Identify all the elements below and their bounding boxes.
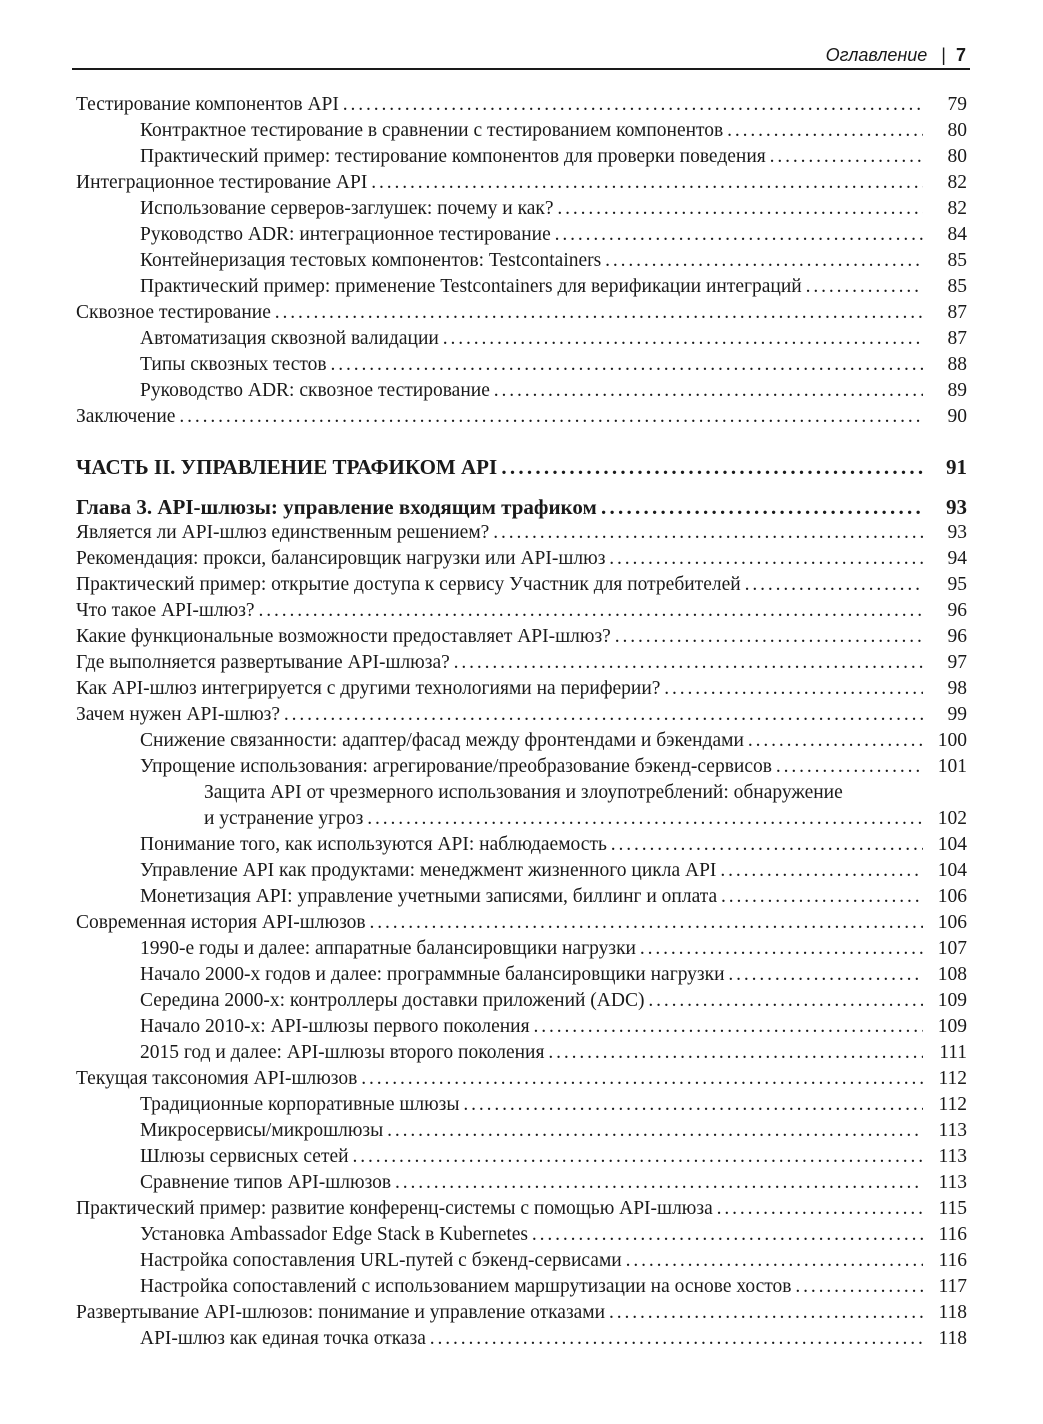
toc-entry-text: Руководство ADR: интеграционное тестирование . . . (76, 222, 923, 248)
toc-section-testing (76, 92, 967, 430)
toc-entry-page: 109 (936, 988, 967, 1014)
toc-entry-page: 90 (946, 404, 968, 430)
toc-entry[interactable] (76, 520, 967, 546)
toc-entry[interactable] (76, 910, 967, 936)
toc-entry-page: 104 (936, 832, 967, 858)
toc-entry-text: 2015 год и далее: API-шлюзы второго поколения . . . (76, 1040, 923, 1066)
toc-entry-page: 113 (936, 1144, 967, 1170)
toc-entry-text: Контейнеризация тестовых компонентов: Testcontainers . . . (76, 248, 923, 274)
toc-entry-page: 79 (946, 92, 968, 118)
toc-entry-page: 106 (936, 910, 967, 936)
toc-entry-page: 106 (936, 884, 967, 910)
toc-entry-page: 87 (946, 326, 968, 352)
toc-entry[interactable] (76, 144, 967, 170)
toc-entry-text: Контрактное тестирование в сравнении с тестированием компонентов . . . (76, 118, 923, 144)
toc-entry-page: 89 (946, 378, 968, 404)
toc-part-2[interactable] (76, 454, 967, 480)
toc-entry[interactable] (76, 300, 967, 326)
toc-entry[interactable] (76, 1014, 967, 1040)
toc-entry-text: Упрощение использования: агрегирование/преобразование бэкенд-сервисов . . . (76, 754, 923, 780)
toc-entry-text: Тестирование компонентов API . . . (76, 92, 923, 118)
page-number: 7 (955, 45, 966, 65)
toc-section-chapter3-a (76, 520, 967, 780)
toc-entry-page: 107 (936, 936, 967, 962)
toc-entry-page: 93 (946, 520, 968, 546)
toc-entry-text: Начало 2000-х годов и далее: программные балансировщики нагрузки . . . (76, 962, 923, 988)
toc-entry-page: 95 (946, 572, 968, 598)
toc-entry[interactable] (76, 936, 967, 962)
toc-entry[interactable] (76, 598, 967, 624)
toc-entry-text: Использование серверов-заглушек: почему и как? . . . (76, 196, 923, 222)
toc-entry-page: 111 (937, 1040, 967, 1066)
toc-entry-page: 112 (936, 1066, 967, 1092)
toc-entry[interactable] (76, 832, 967, 858)
toc-entry-text: Практический пример: открытие доступа к сервису Участник для потребителей . . . (76, 572, 923, 598)
toc-entry-text: Середина 2000-х: контроллеры доставки приложений (ADC) . . . (76, 988, 923, 1014)
toc-entry[interactable] (76, 222, 967, 248)
toc-entry-text: Автоматизация сквозной валидации . . . (76, 326, 923, 352)
toc-entry-page: 102 (936, 806, 967, 832)
toc-entry-text-line1: Защита API от чрезмерного использования и злоупотреблений: обнаружение (204, 782, 843, 803)
toc-entry-page: 82 (946, 196, 968, 222)
toc-chapter-3[interactable] (76, 494, 967, 520)
toc-entry-text: Шлюзы сервисных сетей . . . (76, 1144, 923, 1170)
toc-entry[interactable] (76, 572, 967, 598)
toc-entry-text-line2: и устранение угроз . . . (140, 806, 923, 832)
toc-entry-wrapped[interactable] (76, 780, 967, 832)
toc-entry-text: Заключение . . . (76, 404, 923, 430)
toc-entry[interactable] (76, 1118, 967, 1144)
toc-entry[interactable] (76, 404, 967, 430)
toc-entry-text: Традиционные корпоративные шлюзы . . . (76, 1092, 923, 1118)
running-head-title: Оглавление (825, 45, 928, 65)
toc-entry-text: Практический пример: применение Testcontainers для верификации интеграций . . . (76, 274, 923, 300)
toc-entry-page: 82 (946, 170, 968, 196)
toc-part-title: ЧАСТЬ II. УПРАВЛЕНИЕ ТРАФИКОМ API . . . (76, 454, 923, 480)
toc-entry[interactable] (76, 624, 967, 650)
toc-entry-page: 100 (936, 728, 967, 754)
toc-entry[interactable] (76, 1170, 967, 1196)
toc-entry-page: 115 (936, 1196, 967, 1222)
toc-entry-page: 118 (936, 1300, 967, 1326)
toc-entry-text: Микросервисы/микрошлюзы . . . (76, 1118, 923, 1144)
toc-entry-page: 108 (936, 962, 967, 988)
toc-entry[interactable] (76, 274, 967, 300)
toc-entry-text: Интеграционное тестирование API . . . (76, 170, 923, 196)
toc-entry[interactable] (76, 1144, 967, 1170)
toc-entry-page: 98 (946, 676, 968, 702)
toc-entry[interactable] (76, 1300, 967, 1326)
toc-entry-text: Что такое API-шлюз? . . . (76, 598, 923, 624)
page-header (72, 40, 970, 70)
toc-entry[interactable] (76, 118, 967, 144)
toc-entry-text: Начало 2010-х: API-шлюзы первого поколения . . . (76, 1014, 923, 1040)
toc-entry-text: Настройка сопоставления URL-путей с бэкенд-сервисами . . . (76, 1248, 923, 1274)
toc-entry-page: 80 (946, 118, 968, 144)
toc-entry-page: 96 (946, 598, 968, 624)
toc-entry-text: Практический пример: развитие конференц-системы с помощью API-шлюза . . . (76, 1196, 923, 1222)
toc-entry[interactable] (76, 1040, 967, 1066)
toc-entry-page: 85 (946, 248, 968, 274)
toc-entry-page: 112 (936, 1092, 967, 1118)
toc-entry[interactable] (76, 1222, 967, 1248)
toc-entry[interactable] (76, 1196, 967, 1222)
toc-entry-page: 109 (936, 1014, 967, 1040)
toc-entry[interactable] (76, 92, 967, 118)
toc-entry-page: 80 (946, 144, 968, 170)
toc-entry-text: Современная история API-шлюзов . . . (76, 910, 923, 936)
toc-entry[interactable] (76, 170, 967, 196)
toc-entry[interactable] (76, 650, 967, 676)
toc-entry[interactable] (76, 962, 967, 988)
toc-entry-text: Развертывание API-шлюзов: понимание и управление отказами . . . (76, 1300, 923, 1326)
toc-entry-text: Какие функциональные возможности предоставляет API-шлюз? . . . (76, 624, 923, 650)
toc-entry[interactable] (76, 676, 967, 702)
toc-entry-page: 118 (936, 1326, 967, 1352)
toc-entry-page: 113 (936, 1170, 967, 1196)
toc-entry-text: Понимание того, как используются API: наблюдаемость . . . (76, 832, 923, 858)
toc-entry-page: 116 (936, 1222, 967, 1248)
toc-chapter-title: Глава 3. API-шлюзы: управление входящим трафиком . . . (76, 494, 923, 520)
toc-entry[interactable] (76, 352, 967, 378)
toc-entry-text: Руководство ADR: сквозное тестирование . . . (76, 378, 923, 404)
running-head-separator: | (941, 45, 946, 65)
toc-entry-text: 1990-е годы и далее: аппаратные балансировщики нагрузки . . . (76, 936, 923, 962)
toc-entry[interactable] (76, 702, 967, 728)
toc-entry-text: Где выполняется развертывание API-шлюза? . . . (76, 650, 923, 676)
toc-entry[interactable] (76, 1092, 967, 1118)
toc-entry-page: 96 (946, 624, 968, 650)
toc-entry[interactable] (76, 248, 967, 274)
toc-entry-text: Рекомендация: прокси, балансировщик нагрузки или API-шлюз . . . (76, 546, 923, 572)
toc-entry[interactable] (76, 1326, 967, 1352)
toc-chapter-page: 93 (946, 495, 967, 519)
toc-entry-page: 113 (936, 1118, 967, 1144)
toc-entry-page: 104 (936, 858, 967, 884)
toc-entry-text: Настройка сопоставлений с использованием маршрутизации на основе хостов . . . (76, 1274, 923, 1300)
toc-entry-page: 88 (946, 352, 968, 378)
toc-entry-text: Как API-шлюз интегрируется с другими технологиями на периферии? . . . (76, 676, 923, 702)
toc-entry-page: 85 (946, 274, 968, 300)
toc-entry-text: Сквозное тестирование . . . (76, 300, 923, 326)
toc-section-chapter3-b (76, 832, 967, 1352)
toc-entry[interactable] (76, 884, 967, 910)
toc-entry-text: Практический пример: тестирование компонентов для проверки поведения . . . (76, 144, 923, 170)
toc-entry-text: Монетизация API: управление учетными записями, биллинг и оплата . . . (76, 884, 923, 910)
toc-entry-page: 97 (946, 650, 968, 676)
toc-entry[interactable] (76, 196, 967, 222)
toc-entry[interactable] (76, 1248, 967, 1274)
toc-entry-text: Является ли API-шлюз единственным решением? . . . (76, 520, 923, 546)
toc-entry-text: Снижение связанности: адаптер/фасад между фронтендами и бэкендами . . . (76, 728, 923, 754)
toc-entry-page: 116 (936, 1248, 967, 1274)
running-head (826, 44, 966, 66)
toc-entry[interactable] (76, 1274, 967, 1300)
toc-entry-page: 99 (946, 702, 968, 728)
toc-entry[interactable] (76, 988, 967, 1014)
table-of-contents (76, 92, 967, 1352)
toc-entry-text: Типы сквозных тестов . . . (76, 352, 923, 378)
toc-entry-text: Текущая таксономия API-шлюзов . . . (76, 1066, 923, 1092)
toc-entry[interactable] (76, 858, 967, 884)
toc-entry[interactable] (76, 378, 967, 404)
toc-entry[interactable] (76, 1066, 967, 1092)
toc-entry-page: 117 (936, 1274, 967, 1300)
toc-entry-page: 94 (946, 546, 968, 572)
toc-entry[interactable] (76, 326, 967, 352)
toc-entry-text: Зачем нужен API-шлюз? . . . (76, 702, 923, 728)
toc-entry[interactable] (76, 728, 967, 754)
toc-entry[interactable] (76, 754, 967, 780)
toc-entry-text: Установка Ambassador Edge Stack в Kubernetes . . . (76, 1222, 923, 1248)
toc-entry-text: API-шлюз как единая точка отказа . . . (76, 1326, 923, 1352)
toc-entry-page: 87 (946, 300, 968, 326)
toc-part-page: 91 (946, 455, 967, 479)
toc-entry-page: 101 (936, 754, 967, 780)
toc-entry-text: Сравнение типов API-шлюзов . . . (76, 1170, 923, 1196)
toc-entry-text: Управление API как продуктами: менеджмент жизненного цикла API . . . (76, 858, 923, 884)
toc-entry-page: 84 (946, 222, 968, 248)
toc-entry[interactable] (76, 546, 967, 572)
